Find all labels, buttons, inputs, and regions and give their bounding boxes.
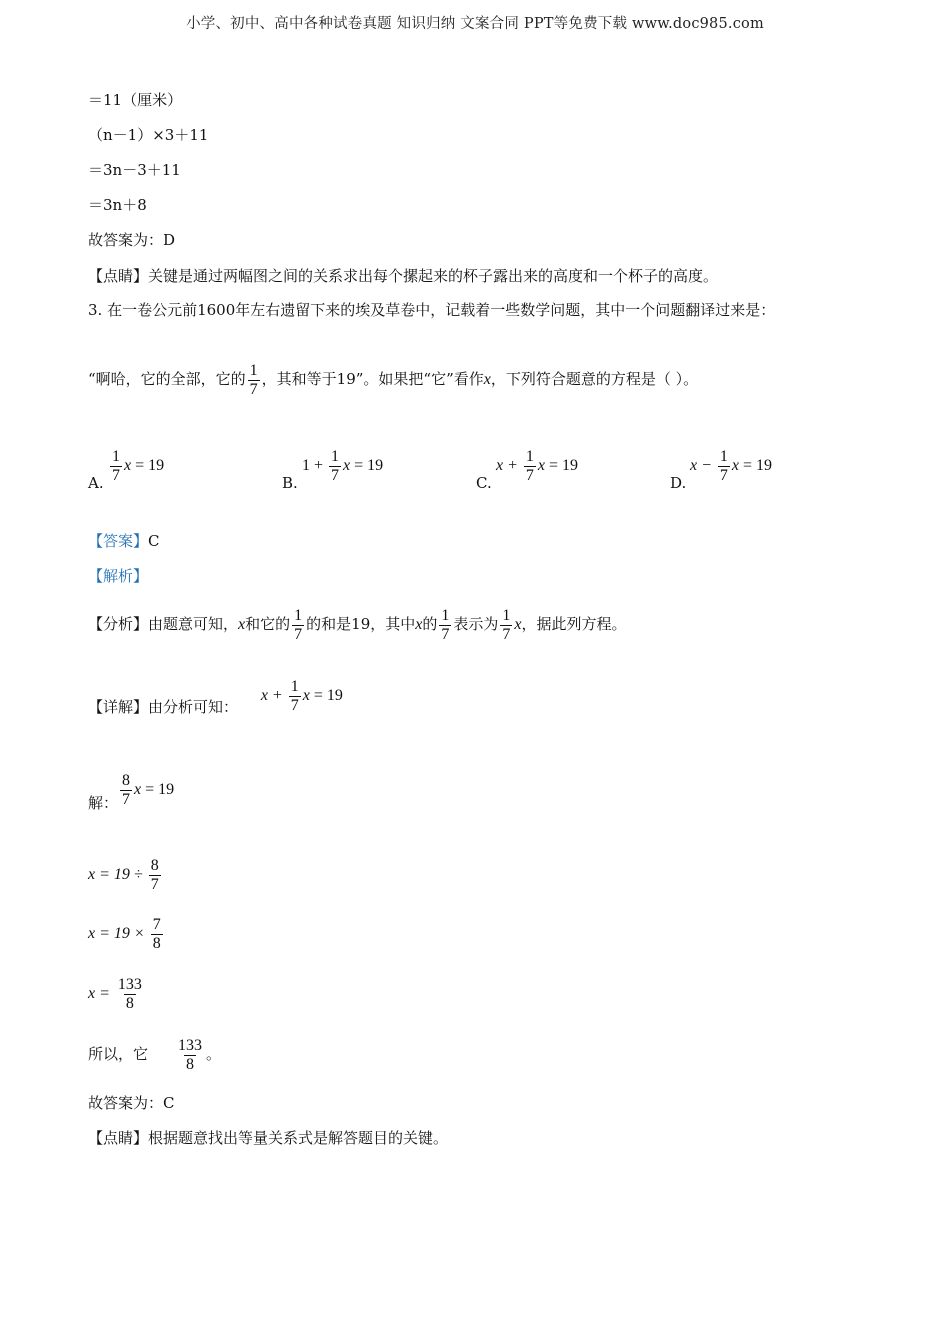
solve-step-1-fraction: [120, 772, 132, 809]
solve-step-4-fraction: [116, 976, 144, 1013]
analysis-text-4: 的: [422, 615, 438, 633]
prev-solution-line-2: （n－1）×3＋11: [88, 126, 209, 144]
fraction-numerator: 1: [502, 606, 511, 624]
conclusion-fraction: [176, 1037, 204, 1074]
solve-step-3: [88, 915, 165, 953]
detail-equation: [260, 677, 343, 714]
detail-tag: 【详解】: [88, 698, 149, 716]
solve-step-1-post: = 19: [141, 781, 175, 798]
option-b-fraction: [329, 448, 341, 485]
analysis-line: [88, 605, 627, 644]
question-text-3: ，下列符合题意的方程是（ ）。: [490, 370, 699, 388]
prev-solution-line-1: ＝11（厘米）: [88, 91, 183, 109]
fraction-numerator: 133: [117, 975, 142, 993]
option-d-equation: [690, 448, 772, 485]
option-b-equation: [302, 448, 383, 485]
analysis-var-2: x: [415, 616, 423, 633]
fraction-numerator: 1: [294, 606, 303, 624]
detail-eq-pre: x +: [260, 687, 287, 704]
analysis-var-3: x: [514, 616, 522, 633]
analysis-heading: 【解析】: [88, 567, 149, 585]
fraction-numerator: 8: [122, 771, 131, 789]
conclusion-text: 所以，它: [88, 1045, 149, 1063]
answer-line: [88, 531, 160, 551]
prev-solution-line-3: ＝3n－3＋11: [88, 161, 181, 179]
fraction-denominator: 7: [502, 625, 511, 643]
option-c-label: C.: [476, 474, 492, 492]
prev-comment-tag: 【点睛】: [88, 267, 149, 285]
fraction-denominator: 7: [290, 696, 299, 714]
detail-fraction: [289, 678, 301, 715]
prev-answer: 故答案为：D: [88, 231, 176, 249]
answer-value: C: [148, 532, 160, 550]
fraction-numerator: 1: [331, 448, 340, 465]
fraction-denominator: 7: [441, 625, 450, 643]
fraction-denominator: 8: [186, 1055, 195, 1073]
conclusion-line: [88, 1035, 221, 1074]
option-c-var: x: [537, 457, 546, 475]
fraction-denominator: 7: [122, 790, 131, 808]
fraction-denominator: 7: [719, 467, 728, 484]
solve-step-1-equation: [118, 771, 175, 808]
solve-step-1-var: x: [134, 781, 142, 798]
option-c-fraction: [524, 448, 536, 485]
analysis-fraction-3: [500, 607, 512, 644]
question-variable: x: [483, 371, 491, 388]
fraction-denominator: 7: [294, 625, 303, 643]
fraction-numerator: 133: [178, 1036, 203, 1054]
analysis-text-3: 的和是19，其中: [306, 615, 416, 633]
analysis-text-6: ，据此列方程。: [521, 615, 627, 633]
fraction-denominator: 8: [152, 934, 161, 952]
option-a-equation: [108, 448, 164, 485]
analysis-fraction-1: [292, 607, 304, 644]
page-header: 小学、初中、高中各种试卷真题 知识归纳 文案合同 PPT等免费下载 www.doc985.com: [186, 16, 764, 32]
analysis-text-5: 表示为: [453, 615, 499, 633]
final-answer: 故答案为：C: [88, 1094, 175, 1112]
prev-comment: [88, 266, 718, 286]
solve-step-1: [88, 770, 175, 812]
option-a-post: = 19: [131, 457, 165, 475]
fraction-denominator: 7: [331, 467, 340, 484]
prev-comment-text: 关键是通过两幅图之间的关系求出每个摞起来的杯子露出来的高度和一个杯子的高度。: [148, 267, 719, 285]
question-text-2: ，其和等于19”。如果把“它”看作: [261, 370, 484, 388]
fraction-denominator: 8: [125, 994, 134, 1012]
option-b-post: = 19: [350, 457, 384, 475]
detail-eq-var: x: [302, 687, 310, 704]
analysis-text-1: 由题意可知，: [148, 615, 239, 633]
fraction-denominator: 7: [150, 875, 159, 893]
solve-step-2: [88, 856, 163, 894]
option-b-pre: 1 +: [302, 457, 328, 475]
conclusion-end: 。: [206, 1045, 222, 1063]
analysis-tag: 【分析】: [88, 615, 149, 633]
answer-tag: 【答案】: [88, 532, 149, 550]
fraction-denominator: 7: [525, 467, 534, 484]
fraction-denominator: 7: [249, 380, 258, 398]
detail-text: 由分析可知：: [148, 698, 239, 716]
fraction-numerator: 1: [249, 361, 258, 379]
fraction-denominator: 7: [112, 467, 120, 484]
option-a-label: A.: [88, 474, 104, 492]
fraction-numerator: 1: [112, 448, 120, 465]
solve-step-4: [88, 975, 146, 1013]
option-c-pre: x +: [496, 457, 522, 475]
fraction-numerator: 7: [152, 915, 161, 933]
analysis-fraction-2: [439, 607, 451, 644]
prev-solution-line-4: ＝3n＋8: [88, 196, 147, 214]
question-statement: [88, 360, 698, 399]
solve-step-3-fraction: [151, 916, 163, 953]
option-b-var: x: [343, 457, 351, 475]
fraction-numerator: 1: [525, 448, 534, 465]
final-comment-text: 根据题意找出等量关系式是解答题目的关键。: [148, 1129, 449, 1147]
question-intro: 3. 在一卷公元前1600年左右遗留下来的埃及草卷中，记载着一些数学问题，其中一个问题翻译过来是：: [88, 301, 776, 319]
option-a-fraction: [110, 448, 122, 485]
option-d-pre: x −: [690, 457, 716, 475]
detail-eq-post: = 19: [309, 687, 343, 704]
question-fraction: [248, 362, 260, 399]
option-c-post: = 19: [545, 457, 579, 475]
analysis-var-1: x: [238, 616, 246, 633]
option-d-post: = 19: [739, 457, 773, 475]
final-comment: [88, 1128, 448, 1148]
detail-line: [88, 677, 343, 727]
analysis-text-2: 和它的: [245, 615, 291, 633]
option-c-equation: [496, 448, 578, 485]
solve-label: 解：: [88, 794, 119, 812]
fraction-numerator: 8: [150, 856, 159, 874]
fraction-numerator: 1: [719, 448, 728, 465]
option-d-fraction: [718, 448, 730, 485]
option-d-var: x: [731, 457, 740, 475]
solve-step-2-pre: x = 19 ÷: [88, 866, 147, 883]
fraction-numerator: 1: [290, 677, 299, 695]
fraction-numerator: 1: [441, 606, 450, 624]
solve-step-2-fraction: [149, 857, 161, 894]
option-a-var: x: [124, 457, 132, 475]
solve-step-3-pre: x = 19 ×: [88, 925, 149, 942]
option-d-label: D.: [670, 474, 687, 492]
option-b-label: B.: [282, 474, 298, 492]
final-comment-tag: 【点睛】: [88, 1129, 149, 1147]
solve-step-4-pre: x =: [88, 985, 114, 1002]
question-text-1: “啊哈，它的全部，它的: [88, 370, 246, 388]
